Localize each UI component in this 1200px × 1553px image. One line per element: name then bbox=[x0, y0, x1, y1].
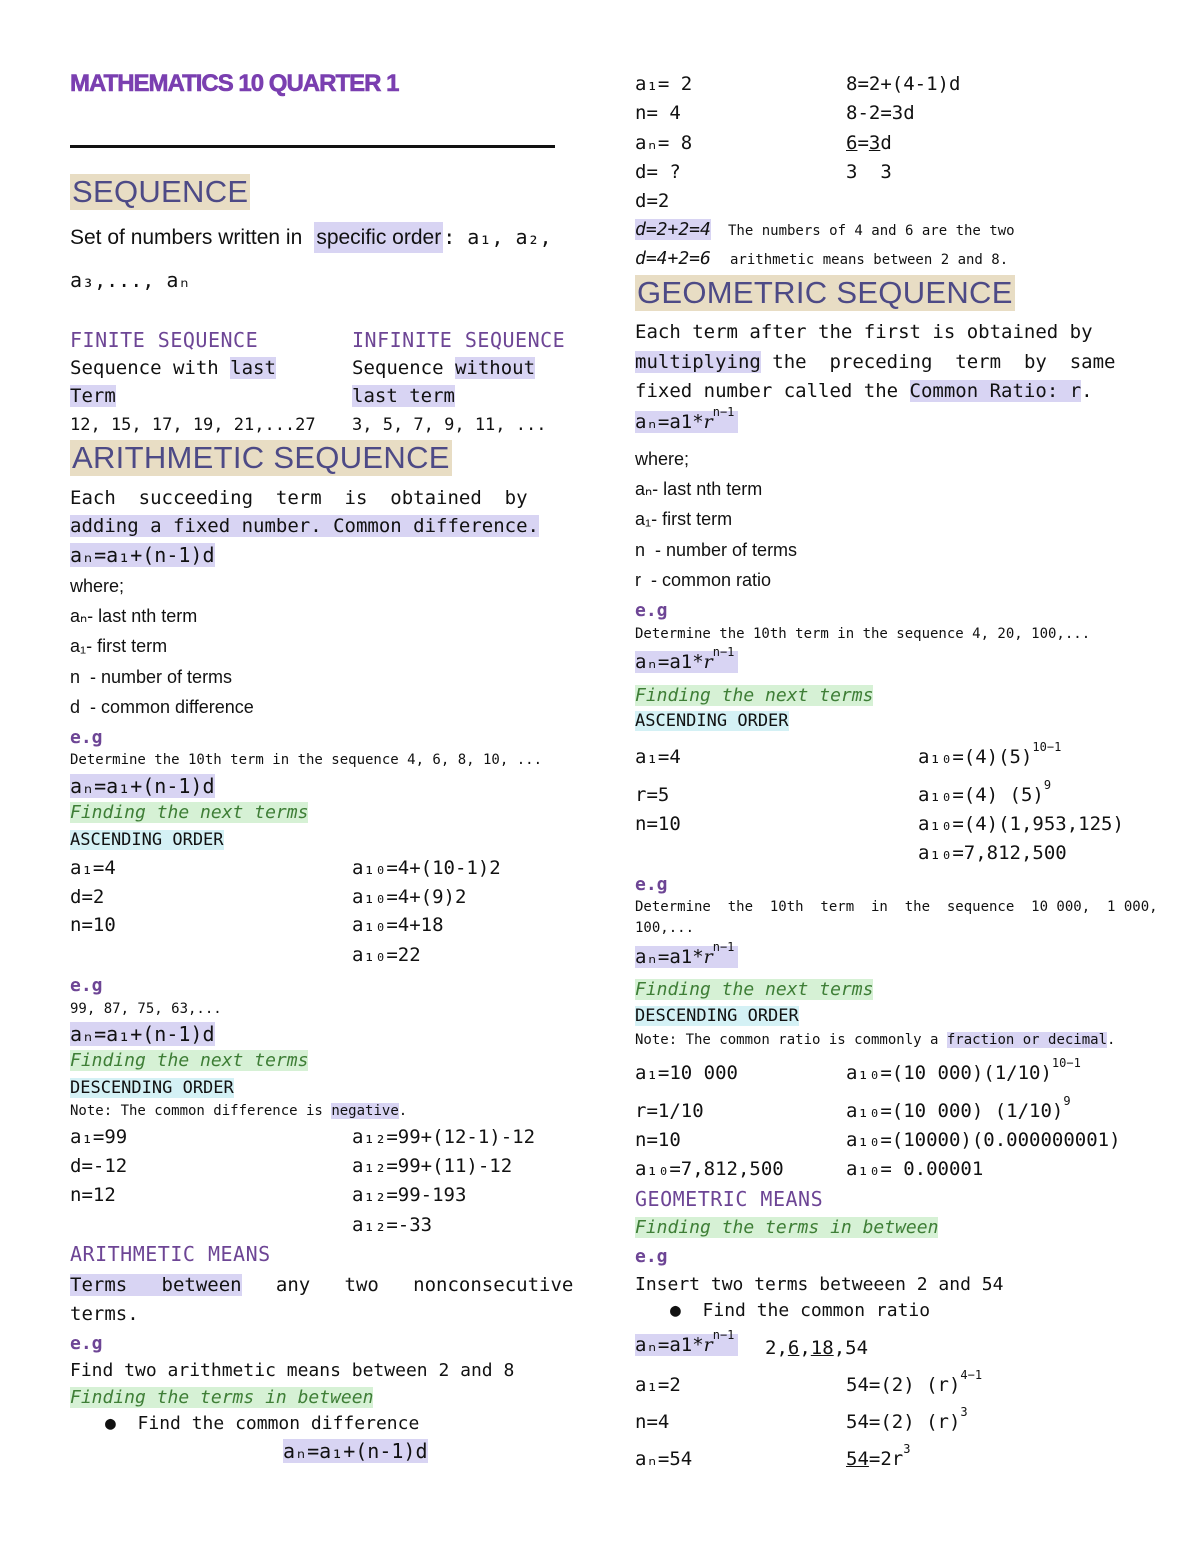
arith-eg1-find: Finding the next terms bbox=[70, 802, 309, 823]
arith-eg1-n: n=10 bbox=[70, 914, 116, 936]
geo-means-find: Finding the terms in between bbox=[635, 1217, 939, 1238]
arith-eg2-step1: a₁₂=99+(12-1)-12 bbox=[352, 1126, 536, 1148]
geo-eg2-formula-exp: n−1 bbox=[712, 940, 735, 954]
geo-eg1-label: e.g bbox=[635, 600, 668, 621]
geo-eg1-formula-text: aₙ=a1* bbox=[635, 651, 704, 673]
geo-eg1-step3: a₁₀=(4)(1,953,125) bbox=[918, 813, 1124, 835]
geo-eg2-step1 bbox=[846, 1056, 1081, 1084]
finite-desc bbox=[70, 357, 276, 379]
arith-eg3-bullet-text: Find the common difference bbox=[137, 1413, 420, 1434]
geo-eg2-r: r=1/10 bbox=[635, 1100, 704, 1122]
am-given-an: aₙ= 8 bbox=[635, 132, 693, 154]
geo-eg3-formula bbox=[635, 1328, 738, 1356]
infinite-desc bbox=[352, 357, 535, 379]
geo-eg2-formula-text: aₙ=a1* bbox=[635, 946, 704, 968]
geo-eg2-question: Determine the 10th term in the sequence 10 000, 1 000, bbox=[635, 899, 1158, 915]
document-title: MATHEMATICS 10 QUARTER 1 bbox=[70, 70, 399, 97]
geo-def-line1: Each term after the first is obtained by bbox=[635, 321, 1093, 343]
geo-where-n: n - number of terms bbox=[635, 540, 798, 560]
arith-where-n: n - number of terms bbox=[70, 667, 233, 687]
sequence-definition-cont: a₃,..., aₙ bbox=[70, 268, 191, 292]
finite-sequence-title: FINITE SEQUENCE bbox=[70, 328, 259, 352]
geo-eg3-seq-e: ,54 bbox=[833, 1337, 869, 1359]
infinite-desc-last-term: last term bbox=[352, 385, 455, 407]
arith-where-an: aₙ- last nth term bbox=[70, 606, 198, 626]
geo-eg2-question-cont: 100,... bbox=[635, 920, 695, 936]
geo-eg3-s1-exp: 4−1 bbox=[960, 1368, 983, 1382]
geo-def-l2b: the preceding term by same bbox=[760, 351, 1116, 373]
geo-eg3-formula-r: r bbox=[703, 1334, 713, 1356]
arith-def-line1 bbox=[70, 487, 528, 509]
def-highlight: specific order bbox=[314, 222, 443, 253]
arith-eg1-order: ASCENDING ORDER bbox=[70, 830, 224, 850]
geo-def-line3 bbox=[635, 380, 1093, 402]
arith-where-d: d - common difference bbox=[70, 697, 254, 717]
geo-eg3-sequence bbox=[765, 1337, 868, 1359]
arith-where-a1: a₁- first term bbox=[70, 636, 168, 656]
arith-eg1-d: d=2 bbox=[70, 886, 105, 908]
geo-eg3-question: Insert two terms betweeen 2 and 54 bbox=[635, 1274, 1004, 1295]
geo-eg2-note-c: . bbox=[1107, 1032, 1116, 1048]
arith-means-def-c: terms. bbox=[70, 1303, 139, 1325]
am-mean2-note: arithmetic means between 2 and 8. bbox=[730, 252, 1009, 268]
arith-formula: aₙ=a₁+(n-1)d bbox=[70, 543, 215, 567]
arith-eg2-n: n=12 bbox=[70, 1184, 116, 1206]
arith-eg1-question: Determine the 10th term in the sequence 4, 6, 8, 10, ... bbox=[70, 752, 543, 768]
geometric-means-title: GEOMETRIC MEANS bbox=[635, 1187, 824, 1211]
geo-eg2-label: e.g bbox=[635, 874, 668, 895]
arith-def-line2: adding a fixed number. Common difference. bbox=[70, 515, 539, 537]
arith-eg3-bullet bbox=[105, 1413, 419, 1434]
am-given-d: d= ? bbox=[635, 161, 681, 183]
am-step3-coef: 3 bbox=[868, 132, 881, 154]
geo-eg2-note-a: Note: The common ratio is commonly a bbox=[635, 1032, 939, 1048]
geo-eg1-formula bbox=[635, 645, 738, 673]
arith-eg1-formula: aₙ=a₁+(n-1)d bbox=[70, 774, 215, 798]
geo-eg1-step1 bbox=[918, 740, 1062, 768]
geo-formula-r: r bbox=[703, 411, 713, 433]
geo-eg2-s2-text: a₁₀=(10 000) (1/10) bbox=[846, 1100, 1064, 1122]
arith-eg2-a1: a₁=99 bbox=[70, 1126, 128, 1148]
geo-eg1-s1-exp: 10−1 bbox=[1032, 740, 1062, 754]
arith-eg2-find: Finding the next terms bbox=[70, 1050, 309, 1071]
am-step3-num: 6 bbox=[846, 132, 858, 154]
am-step3 bbox=[846, 132, 892, 154]
geo-eg2-formula-r: r bbox=[703, 946, 713, 968]
geo-eg3-seq-d: 18 bbox=[810, 1337, 834, 1359]
geo-eg2-a10: a₁₀=7,812,500 bbox=[635, 1158, 784, 1180]
sequence-definition bbox=[70, 225, 552, 250]
geo-where-an: aₙ- last nth term bbox=[635, 479, 763, 499]
geo-eg3-s2-exp: 3 bbox=[960, 1405, 968, 1419]
def-text-c: : a₁, a₂, bbox=[443, 225, 552, 249]
header-rule bbox=[70, 145, 555, 148]
geo-eg2-s2-exp: 9 bbox=[1063, 1094, 1071, 1108]
geo-eg2-find: Finding the next terms bbox=[635, 979, 874, 1000]
geo-eg2-n: n=10 bbox=[635, 1129, 681, 1151]
geo-eg3-step3 bbox=[846, 1442, 911, 1470]
geo-eg3-step1 bbox=[846, 1368, 983, 1396]
geo-eg3-s3-text: =2r bbox=[868, 1448, 904, 1470]
bullet-icon: ● bbox=[105, 1413, 116, 1434]
geo-eg1-question: Determine the 10th term in the sequence 4, 20, 100,... bbox=[635, 626, 1091, 642]
infinite-desc-highlight: without bbox=[454, 357, 536, 379]
arith-eg2-note-highlight: negative bbox=[331, 1103, 399, 1119]
am-mean2: d=4+2=6 bbox=[635, 248, 711, 269]
geo-eg3-s1-text: 54=(2) (r) bbox=[846, 1374, 961, 1396]
arith-eg1-a1: a₁=4 bbox=[70, 857, 116, 879]
arith-eg2-note-c: . bbox=[398, 1103, 408, 1119]
geo-eg3-bullet bbox=[670, 1300, 930, 1321]
geo-eg1-formula-r: r bbox=[703, 651, 713, 673]
arith-means-def-highlight: Terms between bbox=[70, 1274, 242, 1296]
geo-formula-exp: n−1 bbox=[712, 405, 735, 419]
geo-where-r: r - common ratio bbox=[635, 570, 772, 590]
geo-eg1-r: r=5 bbox=[635, 784, 670, 806]
geo-eg3-label: e.g bbox=[635, 1246, 668, 1267]
arith-eg3-formula: aₙ=a₁+(n-1)d bbox=[283, 1439, 428, 1463]
am-mean1-note: The numbers of 4 and 6 are the two bbox=[728, 223, 1015, 239]
geo-eg2-note bbox=[635, 1032, 1115, 1048]
geo-eg2-step3: a₁₀=(10000)(0.000000001) bbox=[846, 1129, 1121, 1151]
geo-def-highlight: multiplying bbox=[635, 351, 761, 373]
arith-eg2-d: d=-12 bbox=[70, 1155, 128, 1177]
geo-def-l3c: . bbox=[1081, 380, 1093, 402]
arith-def-l1: Each succeeding term is obtained by bbox=[70, 487, 528, 509]
geo-eg3-s3-exp: 3 bbox=[903, 1442, 911, 1456]
infinite-desc-a: Sequence bbox=[352, 357, 444, 379]
am-step4: 3 3 bbox=[846, 161, 892, 183]
am-step3-var: d bbox=[880, 132, 892, 154]
geo-eg3-an: aₙ=54 bbox=[635, 1448, 693, 1470]
geo-def-ratio-highlight: Common Ratio: r bbox=[909, 380, 1082, 402]
arith-eg1-label: e.g bbox=[70, 727, 103, 748]
geo-eg1-a1: a₁=4 bbox=[635, 746, 681, 768]
arith-eg2-note bbox=[70, 1103, 407, 1119]
infinite-sequence-title: INFINITE SEQUENCE bbox=[352, 328, 566, 352]
geo-eg2-s1-exp: 10−1 bbox=[1051, 1056, 1081, 1070]
geo-eg3-a1: a₁=2 bbox=[635, 1374, 681, 1396]
geo-formula bbox=[635, 405, 738, 433]
geo-eg2-step4: a₁₀= 0.00001 bbox=[846, 1158, 984, 1180]
geo-eg3-seq-c: , bbox=[799, 1337, 811, 1359]
finite-desc-a: Sequence with bbox=[70, 357, 219, 379]
geo-def-l3a: fixed number called the bbox=[635, 380, 910, 402]
am-step3-eq: = bbox=[857, 132, 869, 154]
arith-eg2-note-a: Note: The common difference is bbox=[70, 1103, 323, 1119]
am-given-a1: a₁= 2 bbox=[635, 73, 693, 95]
arith-eg2-order: DESCENDING ORDER bbox=[70, 1078, 234, 1098]
geo-eg1-n: n=10 bbox=[635, 813, 681, 835]
geo-eg1-find: Finding the next terms bbox=[635, 685, 874, 706]
arith-where: where; bbox=[70, 576, 125, 596]
arith-eg2-formula: aₙ=a₁+(n-1)d bbox=[70, 1022, 215, 1046]
geo-eg3-seq-a: 2, bbox=[765, 1337, 788, 1359]
arith-eg1-step1: a₁₀=4+(10-1)2 bbox=[352, 857, 501, 879]
arith-eg2-step2: a₁₂=99+(11)-12 bbox=[352, 1155, 513, 1177]
arith-eg2-question: 99, 87, 75, 63,... bbox=[70, 1001, 222, 1017]
geo-eg2-step2 bbox=[846, 1094, 1071, 1122]
geo-eg1-step4: a₁₀=7,812,500 bbox=[918, 842, 1067, 864]
arith-eg2-label: e.g bbox=[70, 975, 103, 996]
geo-eg1-order: ASCENDING ORDER bbox=[635, 711, 789, 731]
geo-eg2-order: DESCENDING ORDER bbox=[635, 1006, 799, 1026]
arith-eg2-step4: a₁₂=-33 bbox=[352, 1214, 433, 1236]
geo-eg3-bullet-text: Find the common ratio bbox=[702, 1300, 931, 1321]
geo-eg3-formula-text: aₙ=a1* bbox=[635, 1334, 704, 1356]
geo-eg2-note-highlight: fraction or decimal bbox=[946, 1032, 1108, 1048]
am-given-n: n= 4 bbox=[635, 102, 681, 124]
arith-eg2-step3: a₁₂=99-193 bbox=[352, 1184, 467, 1206]
geo-eg3-n: n=4 bbox=[635, 1411, 670, 1433]
geo-eg3-seq-b: 6 bbox=[787, 1337, 800, 1359]
geo-eg3-s2-text: 54=(2) (r) bbox=[846, 1411, 961, 1433]
section-title-geometric: GEOMETRIC SEQUENCE bbox=[637, 275, 1013, 310]
arith-means-def bbox=[70, 1274, 573, 1296]
geo-def-line2 bbox=[635, 351, 1115, 373]
arith-eg3-label: e.g bbox=[70, 1333, 103, 1354]
def-text-a: Set of numbers written in bbox=[70, 226, 303, 249]
finite-desc-highlight: last bbox=[230, 357, 276, 379]
geo-eg3-step2 bbox=[846, 1405, 968, 1433]
geo-eg2-s1-text: a₁₀=(10 000)(1/10) bbox=[846, 1062, 1052, 1084]
arith-means-def-b: any two nonconsecutive bbox=[241, 1274, 574, 1296]
infinite-example: 3, 5, 7, 9, 11, ... bbox=[352, 415, 547, 435]
geo-eg1-step2 bbox=[918, 778, 1052, 806]
bullet-icon: ● bbox=[670, 1300, 681, 1321]
geo-eg1-s2-exp: 9 bbox=[1043, 778, 1052, 792]
am-step1: 8=2+(4-1)d bbox=[846, 73, 961, 95]
geo-eg3-s3-num: 54 bbox=[846, 1448, 869, 1470]
finite-desc-term: Term bbox=[70, 385, 116, 407]
finite-example: 12, 15, 17, 19, 21,...27 bbox=[70, 415, 316, 435]
section-title-sequence: SEQUENCE bbox=[72, 174, 249, 209]
arith-eg1-step2: a₁₀=4+(9)2 bbox=[352, 886, 467, 908]
geo-where: where; bbox=[635, 449, 690, 469]
am-mean1: d=2+2=4 bbox=[635, 219, 711, 240]
geo-eg2-a1: a₁=10 000 bbox=[635, 1062, 738, 1084]
arith-eg3-find: Finding the terms in between bbox=[70, 1387, 374, 1408]
geo-eg1-s2-text: a₁₀=(4) (5) bbox=[918, 784, 1044, 806]
arith-eg1-step3: a₁₀=4+18 bbox=[352, 914, 444, 936]
arithmetic-means-title: ARITHMETIC MEANS bbox=[70, 1242, 271, 1266]
am-result-d: d=2 bbox=[635, 190, 670, 212]
section-title-arithmetic: ARITHMETIC SEQUENCE bbox=[72, 440, 450, 475]
geo-eg2-formula bbox=[635, 940, 738, 968]
geo-eg1-s1-text: a₁₀=(4)(5) bbox=[918, 746, 1033, 768]
geo-formula-text: aₙ=a1* bbox=[635, 411, 704, 433]
geo-eg3-formula-exp: n−1 bbox=[712, 1328, 735, 1342]
geo-where-a1: a₁- first term bbox=[635, 509, 733, 529]
geo-eg1-formula-exp: n−1 bbox=[712, 645, 735, 659]
arith-eg3-question: Find two arithmetic means between 2 and 8 bbox=[70, 1360, 515, 1381]
am-step2: 8-2=3d bbox=[846, 102, 915, 124]
arith-eg1-step4: a₁₀=22 bbox=[352, 944, 421, 966]
